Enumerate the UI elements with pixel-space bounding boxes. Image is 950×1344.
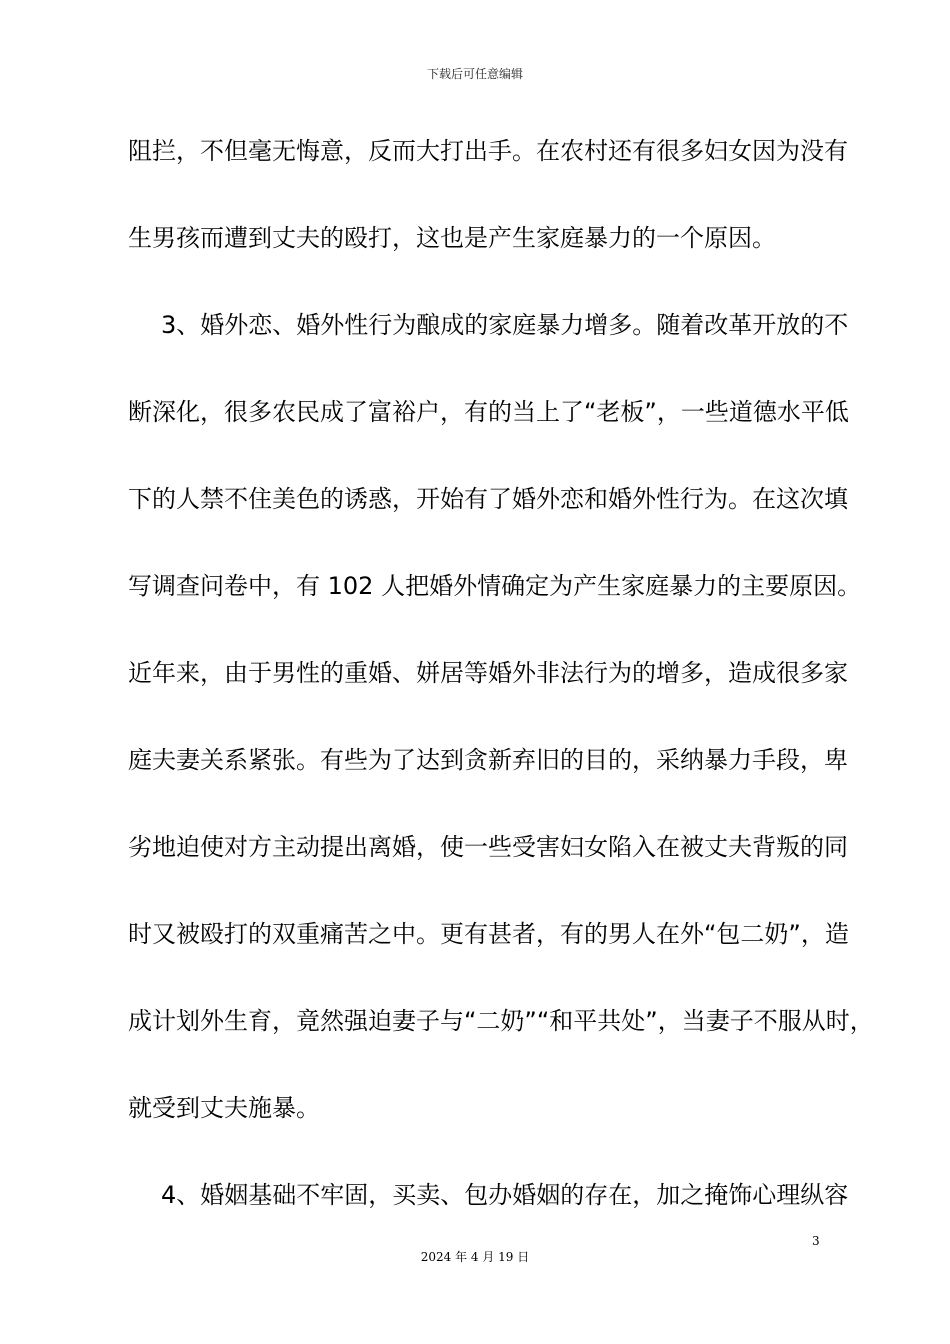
page-number: 3 xyxy=(812,1234,820,1248)
footer-date: 2024 年 4 月 19 日 xyxy=(420,1250,530,1264)
text-line: 庭夫妻关系紧张。有些为了达到贪新弃旧的目的，采纳暴力手段，卑 xyxy=(128,746,848,774)
text-line: 下的人禁不住美色的诱惑，开始有了婚外恋和婚外性行为。在这次填 xyxy=(128,485,848,513)
text-line: 生男孩而遭到丈夫的殴打，这也是产生家庭暴力的一个原因。 xyxy=(128,224,776,252)
paragraph-start-line: 4、婚姻基础不牢固，买卖、包办婚姻的存在，加之掩饰心理纵容 xyxy=(161,1181,849,1209)
body-text xyxy=(128,128,874,1259)
text-line: 成计划外生育，竟然强迫妻子与“二奶”“和平共处”，当妻子不服从时， xyxy=(128,1007,874,1035)
text-line: 阻拦，不但毫无悔意，反而大打出手。在农村还有很多妇女因为没有 xyxy=(128,137,848,165)
paragraph-start-line: 3、婚外恋、婚外性行为酿成的家庭暴力增多。随着改革开放的不 xyxy=(161,311,849,339)
page-header: 下载后可任意编辑 xyxy=(426,67,523,81)
text-line: 断深化，很多农民成了富裕户，有的当上了“老板”，一些道德水平低 xyxy=(128,398,849,426)
text-line: 就受到丈夫施暴。 xyxy=(128,1094,320,1122)
text-line: 写调查问卷中，有 102 人把婚外情确定为产生家庭暴力的主要原因。 xyxy=(128,572,862,600)
text-line: 近年来，由于男性的重婚、姘居等婚外非法行为的增多，造成很多家 xyxy=(128,659,848,687)
text-line: 劣地迫使对方主动提出离婚，使一些受害妇女陷入在被丈夫背叛的同 xyxy=(128,833,848,861)
text-line: 时又被殴打的双重痛苦之中。更有甚者，有的男人在外“包二奶”，造 xyxy=(128,920,849,948)
